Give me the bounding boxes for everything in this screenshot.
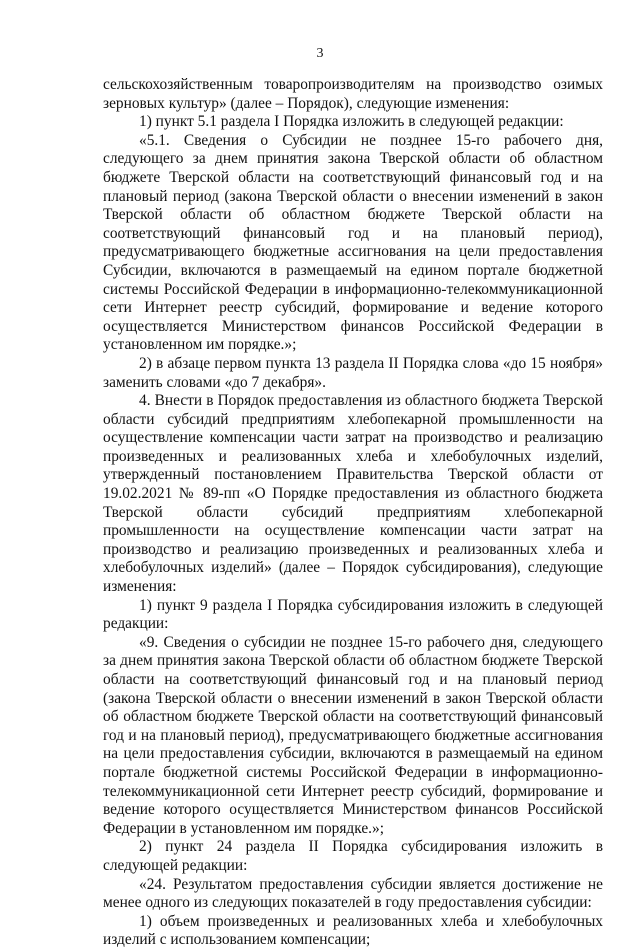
paragraph: «5.1. Сведения о Субсидии не позднее 15-го рабочего дня, следующего за днем принятия закона Тверской области об областном бюджете Тверской области на соответствующий финансовый год и на плановый период (закона Тверской области о внесении изменений в закон Тверской области об областном бюджете Тверской области на соответствующий финансовый год и на плановый период), предусматривающего бюджетные ассигнования на цели предоставления Субсидии, включаются в размещаемый на едином портале бюджетной системы Российской Федерации в информационно-телекоммуникационной сети Интернет реестр субсидий, формирование и ведение которого осуществляется Министерством финансов Российской Федерации в установленном им порядке.»; bbox=[103, 131, 603, 354]
paragraph: сельскохозяйственным товаропроизводителям на производство озимых зерновых культур» (далее – Порядок), следующие изменения: bbox=[103, 76, 603, 112]
page-number: 3 bbox=[316, 46, 324, 61]
paragraph: «24. Результатом предоставления субсидии является достижение не менее одного из следующих показателей в году предоставления субсидии: bbox=[103, 875, 603, 912]
paragraph: 1) пункт 5.1 раздела I Порядка изложить в следующей редакции: bbox=[139, 113, 564, 131]
paragraph: 2) в абзаце первом пункта 13 раздела II Порядка слова «до 15 ноября» заменить словами «до 7 декабря». bbox=[103, 354, 603, 391]
paragraph: 4. Внести в Порядок предоставления из областного бюджета Тверской области субсидий предприятиям хлебопекарной промышленности на осуществление компенсации части затрат на производство и реализацию произведенных и реализованных хлеба и хлебобулочных изделий, утвержденный постановлением Правительства Тверской области от 19.02.2021 № 89-пп «О Порядке предоставления из областного бюджета Тверской области субсидий предприятиям хлебопекарной промышленности на осуществление компенсации части затрат на производство и реализацию произведенных и реализованных хлеба и хлебобулочных изделий» (далее – Порядок субсидирования), следующие изменения: bbox=[103, 392, 603, 596]
paragraph: 1) объем произведенных и реализованных хлеба и хлебобулочных изделий с использованием компенсации; bbox=[103, 912, 603, 949]
paragraph: «9. Сведения о субсидии не позднее 15-го рабочего дня, следующего за днем принятия закона Тверской области об областном бюджете Тверской области на соответствующий финансовый год и на плановый период (закона Тверской области о внесении изменений в закон Тверской области об областном бюджете Тверской области на соответствующий финансовый год и на плановый период), предусматривающего бюджетные ассигнования на цели предоставления субсидии, включаются в размещаемый на едином портале бюджетной системы Российской Федерации в информационно-телекоммуникационной сети Интернет реестр субсидий, формирование и ведение которого осуществляется Министерством финансов Российской Федерации в установленном им порядке.»; bbox=[103, 633, 603, 837]
paragraph: 1) пункт 9 раздела I Порядка субсидирования изложить в следующей редакции: bbox=[103, 596, 603, 633]
document-body bbox=[103, 76, 603, 950]
paragraph: 2) пункт 24 раздела II Порядка субсидирования изложить в следующей редакции: bbox=[103, 838, 603, 874]
